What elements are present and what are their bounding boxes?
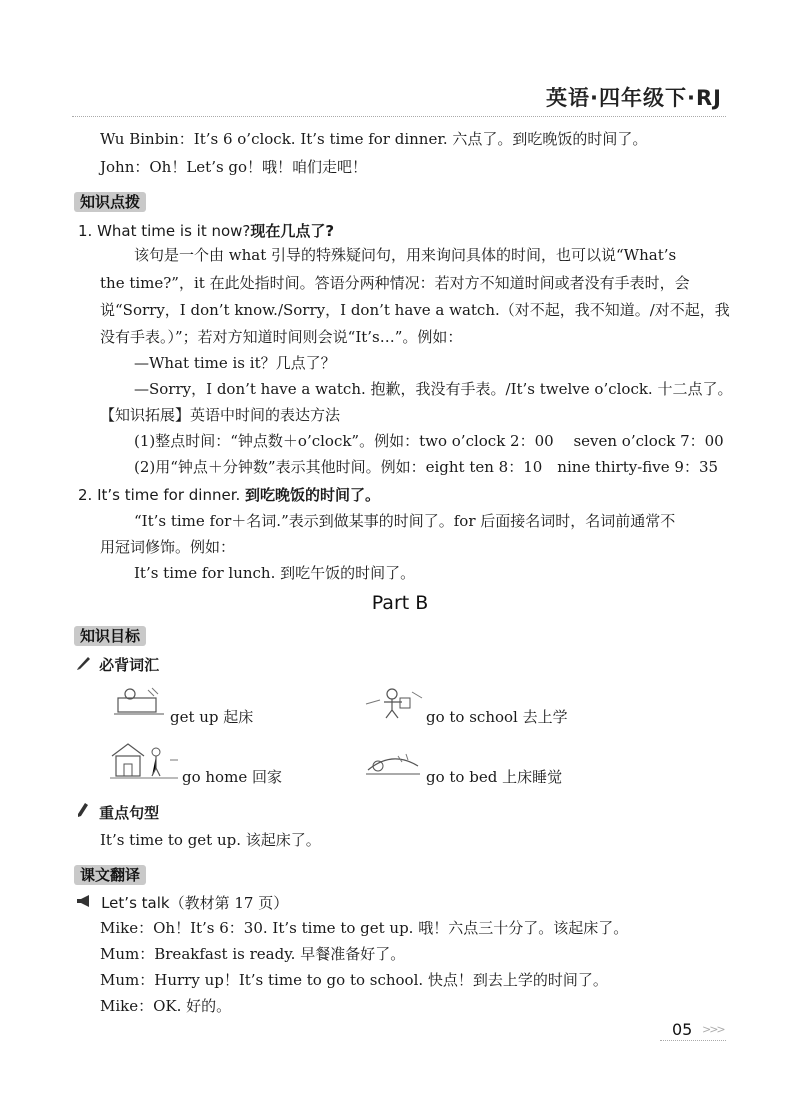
example-line: It’s time for lunch. 到吃午饭的时间了。 xyxy=(134,564,416,582)
pencil-icon xyxy=(76,802,94,822)
dialog-line: Wu Binbin：It’s 6 o’clock. It’s time for dinner. 六点了。到吃晚饭的时间了。 xyxy=(100,130,648,148)
extension-line: (1)整点时间：“钟点数＋o’clock”。例如：two o’clock 2：00 seven o’clock 7：00 xyxy=(134,432,724,450)
key-sentence: It’s time to get up. 该起床了。 xyxy=(100,831,321,849)
get-up-picture xyxy=(108,684,170,722)
talk-title-cn: （教材第 17 页） xyxy=(169,894,289,912)
extension-line: (2)用“钟点＋分钟数”表示其他时间。例如：eight ten 8：10 nine thirty-five 9：35 xyxy=(134,458,719,476)
talk-line: Mike：OK. 好的。 xyxy=(100,997,232,1015)
chevrons-right-icon: >>> xyxy=(702,1023,724,1036)
talk-title-en: Let’s talk xyxy=(101,894,170,912)
sentence-heading xyxy=(76,802,159,823)
vocab-go-to-bed: go to bed 上床睡觉 xyxy=(426,768,563,786)
go-to-school-picture xyxy=(362,684,424,722)
megaphone-icon xyxy=(76,893,96,912)
section-tag-knowledge-tips xyxy=(74,191,146,212)
footer-divider xyxy=(660,1040,726,1041)
vocab-get-up: get up 起床 xyxy=(170,708,254,726)
item2-title-cn: 到吃晚饭的时间了。 xyxy=(245,486,381,504)
sentence-heading-label: 重点句型 xyxy=(99,804,160,822)
section-tag-label: 课文翻译 xyxy=(74,865,146,885)
vocab-heading-label: 必背词汇 xyxy=(99,656,160,674)
extension-title: 【知识拓展】英语中时间的表达方法 xyxy=(100,406,341,424)
talk-line: Mike：Oh！It’s 6：30. It’s time to get up. 哦！六点三十分了。该起床了。 xyxy=(100,919,629,937)
example-line: —What time is it？几点了？ xyxy=(134,354,336,372)
pen-icon xyxy=(76,654,94,674)
section-tag-knowledge-goals xyxy=(74,625,146,646)
header-title: 英语·四年级下·RJ xyxy=(546,86,722,110)
go-to-bed-picture xyxy=(362,744,424,782)
talk-heading xyxy=(76,892,288,914)
item1-title xyxy=(78,220,334,241)
talk-line: Mum：Hurry up！It’s time to go to school. 快点！到去上学的时间了。 xyxy=(100,971,608,989)
paragraph-line: 没有手表。）”；若对方知道时间则会说“It’s…”。例如： xyxy=(100,328,463,346)
item1-title-cn: 现在几点了? xyxy=(250,222,335,240)
vocab-go-to-school: go to school 去上学 xyxy=(426,708,568,726)
item2-title xyxy=(78,484,380,505)
paragraph-line: “It’s time for＋名词.”表示到做某事的时间了。for 后面接名词时，名词前通常不 xyxy=(134,512,676,530)
section-tag-label: 知识点拨 xyxy=(74,192,146,212)
page-number: 05 xyxy=(672,1020,693,1039)
go-home-picture xyxy=(108,740,170,778)
example-line: —Sorry，I don’t have a watch. 抱歉，我没有手表。/It’s twelve o’clock. 十二点了。 xyxy=(134,380,733,398)
paragraph-line: the time?”，it 在此处指时间。答语分两种情况：若对方不知道时间或者没有手表时，会 xyxy=(100,274,690,292)
item2-title-en: 2. It’s time for dinner. xyxy=(78,486,246,504)
item1-title-en: 1. What time is it now? xyxy=(78,222,251,240)
paragraph-line: 说“Sorry，I don’t know./Sorry，I don’t have a watch.（对不起，我不知道。/对不起，我 xyxy=(100,301,730,319)
section-tag-label: 知识目标 xyxy=(74,626,146,646)
section-tag-text-translation xyxy=(74,864,146,885)
header-divider xyxy=(72,116,726,117)
part-b-title: Part B xyxy=(371,592,429,614)
paragraph-line: 用冠词修饰。例如： xyxy=(100,538,236,556)
paragraph-line: 该句是一个由 what 引导的特殊疑问句，用来询问具体的时间，也可以说“What’s xyxy=(134,246,677,264)
talk-line: Mum：Breakfast is ready. 早餐准备好了。 xyxy=(100,945,406,963)
vocab-heading xyxy=(76,654,159,675)
dialog-line: John：Oh！Let’s go！哦！咱们走吧！ xyxy=(100,158,368,176)
vocab-go-home: go home 回家 xyxy=(182,768,282,786)
